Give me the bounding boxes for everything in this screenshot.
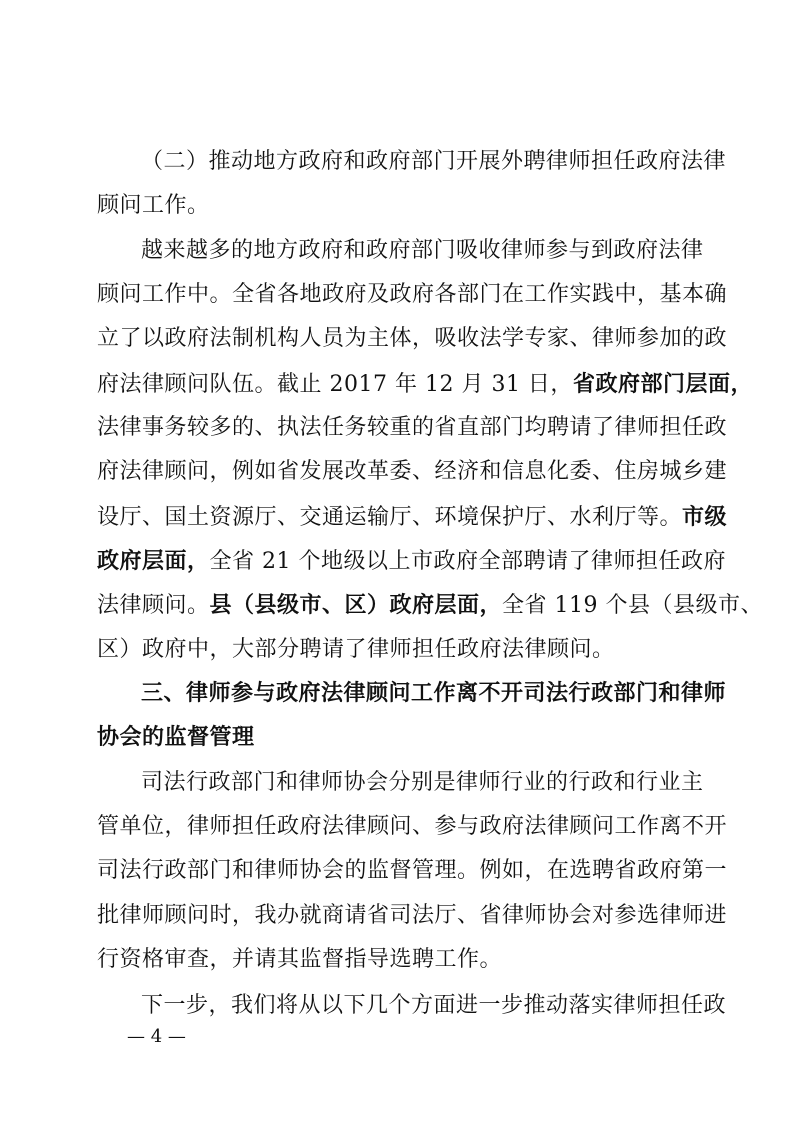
paragraph-1-line-9-text-b: 全省 119 个县（县级市、 — [502, 593, 764, 618]
paragraph-1-line-9-bold: 县（县级市、区）政府层面， — [209, 592, 503, 618]
paragraph-2-line-1: 司法行政部门和律师协会分别是律师行业的行政和行业主 — [141, 770, 704, 795]
paragraph-2-line-3: 司法行政部门和律师协会的监督管理。例如，在选聘省政府第一 — [97, 858, 728, 883]
paragraph-1-line-8-bold: 政府层面， — [97, 548, 210, 574]
paragraph-2-line-2: 管单位，律师担任政府法律顾问、参与政府法律顾问工作离不开 — [97, 814, 728, 839]
paragraph-1-line-10: 区）政府中，大部分聘请了律师担任政府法律顾问。 — [97, 637, 615, 662]
paragraph-1-line-2: 顾问工作中。全省各地政府及政府各部门在工作实践中，基本确 — [97, 282, 728, 307]
paragraph-1-line-4-text: 府法律顾问队伍。截止 2017 年 12 月 31 日， — [97, 372, 573, 397]
paragraph-1-line-4 — [97, 364, 753, 404]
section-heading-3-line-1: 三、律师参与政府法律顾问工作离不开司法行政部门和律师 — [141, 681, 727, 706]
paragraph-1-line-7 — [97, 497, 728, 537]
paragraph-1-line-9 — [97, 585, 764, 625]
paragraph-2-line-4: 批律师顾问时，我办就商请省司法厅、省律师协会对参选律师进 — [97, 903, 728, 928]
paragraph-1-line-8 — [97, 541, 726, 581]
paragraph-1-line-7-bold: 市级 — [682, 504, 728, 530]
section-heading-3-line-2: 协会的监督管理 — [97, 725, 255, 750]
section-heading-2-line-2: 顾问工作。 — [97, 193, 210, 218]
page-number: — 4 — — [127, 1026, 186, 1047]
paragraph-1-line-9-text-a: 法律顾问。 — [97, 593, 210, 618]
paragraph-2-line-5: 行资格审查，并请其监督指导选聘工作。 — [97, 947, 503, 972]
paragraph-1-line-8-text: 全省 21 个地级以上市政府全部聘请了律师担任政府 — [209, 549, 726, 574]
paragraph-3-line-1: 下一步，我们将从以下几个方面进一步推动落实律师担任政 — [141, 993, 727, 1018]
paragraph-1-line-1: 越来越多的地方政府和政府部门吸收律师参与到政府法律 — [141, 238, 704, 263]
paragraph-1-line-7-text: 设厅、国土资源厅、交通运输厅、环境保护厅、水利厅等。 — [97, 505, 683, 530]
paragraph-1-line-6: 府法律顾问，例如省发展改革委、经济和信息化委、住房城乡建 — [97, 459, 728, 484]
section-heading-2-line-1: （二）推动地方政府和政府部门开展外聘律师担任政府法律 — [141, 149, 727, 174]
paragraph-1-line-3: 立了以政府法制机构人员为主体，吸收法学专家、律师参加的政 — [97, 326, 728, 351]
paragraph-1-line-5: 法律事务较多的、执法任务较重的省直部门均聘请了律师担任政 — [97, 415, 728, 440]
paragraph-1-line-4-bold: 省政府部门层面， — [572, 371, 753, 397]
